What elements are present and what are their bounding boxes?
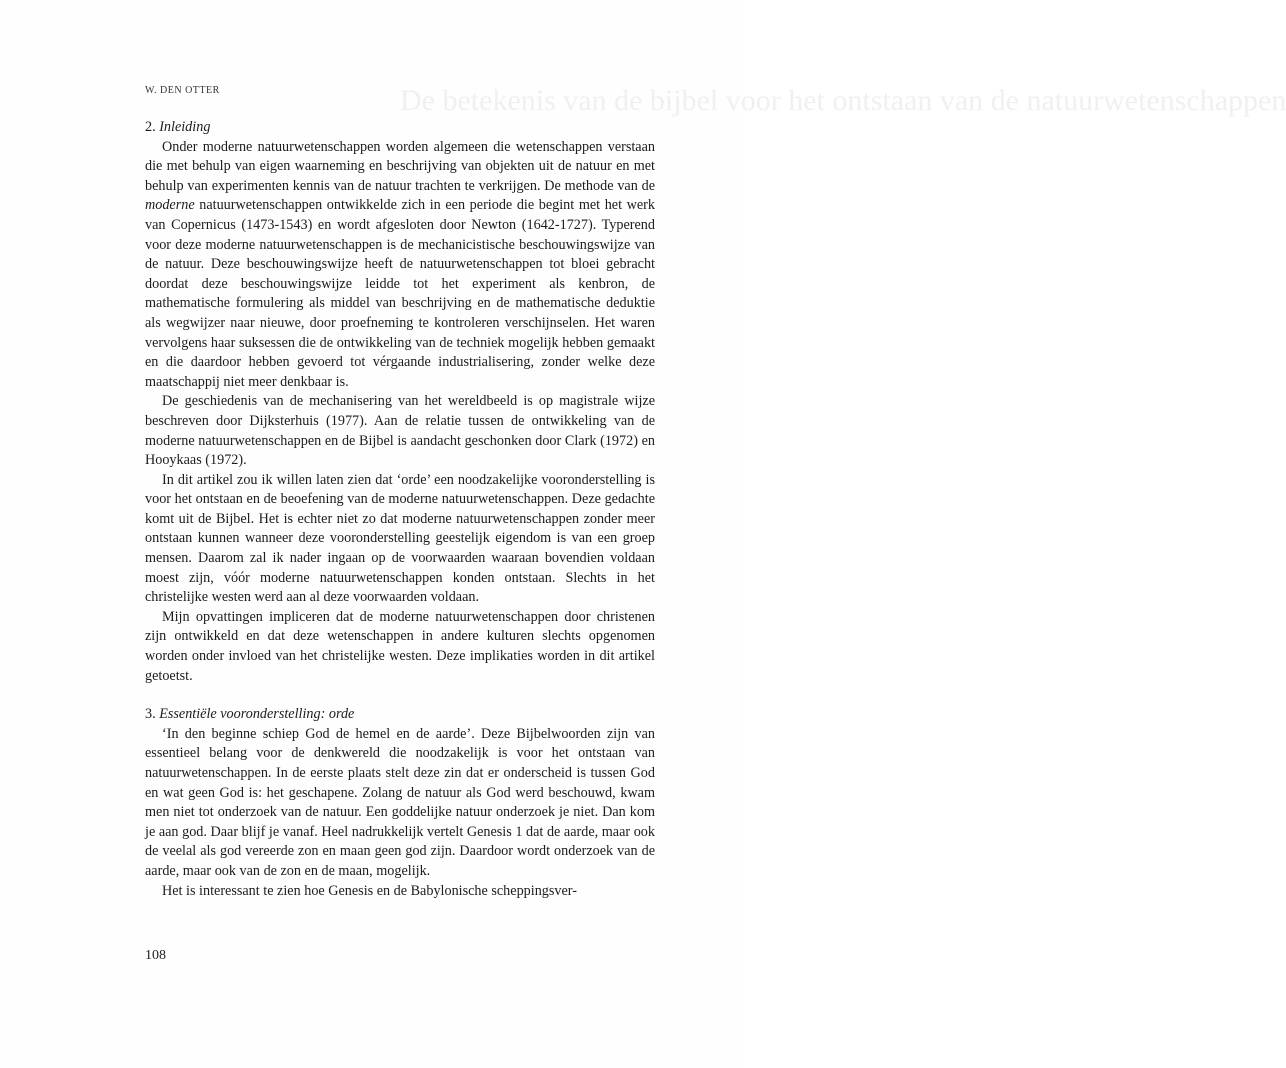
show-through-text: De betekenis van de bijbel voor het ontstaan van de natuurwetenschappen	[400, 84, 1286, 117]
page-number: 108	[145, 948, 166, 963]
section-title: Inleiding	[159, 119, 211, 135]
paragraph: Het is interessant te zien hoe Genesis en de Babylonische scheppingsver-	[162, 882, 577, 899]
section-heading-inleiding	[145, 118, 655, 138]
paragraph	[145, 138, 655, 393]
paragraph-text: Onder moderne natuurwetenschappen worden algemeen die wetenschappen verstaan die met behulp van eigen waarneming en beschrijving van objekten uit de natuur en met behulp van experimenten kennis van de natuur trachten te verkrijgen. De methode van de	[145, 138, 655, 194]
paragraph-text: natuurwetenschappen ontwikkelde zich in een periode die begint met het werk van Copernicus (1473-1543) en wordt afgesloten door Newton (1642-1727). Typerend voor deze moderne natuurwetenschappen is de mechanicistische beschouwingswijze van de natuur. Deze beschouwingswijze heeft de natuurwetenschappen tot bloei gebracht doordat deze beschouwingswijze leidde tot het experiment als kenbron, de mathematische formulering als middel van beschrijving en de mathematische deduktie als wegwijzer naar nieuwe, door proefneming te kontroleren verschijnselen. Het waren vervolgens haar suksessen die de ontwikkeling van de techniek mogelijk hebben gemaakt en die daardoor hebben gevoerd tot vérgaande industrialisering, zonder welke deze maatschappij niet meer denkbaar is.	[145, 197, 655, 390]
section-heading-orde	[145, 705, 655, 725]
emphasis-text: moderne	[145, 197, 195, 214]
paragraph: Mijn opvattingen impliceren dat de moderne natuurwetenschappen door christenen zijn ontwikkeld en dat deze wetenschappen in andere kulturen slechts opgenomen worden onder invloed van het christelijke westen. Deze implikaties worden in dit artikel getoetst.	[145, 608, 655, 684]
running-head: W. DEN OTTER	[145, 85, 220, 96]
paragraph: ‘In den beginne schiep God de hemel en de aarde’. Deze Bijbelwoorden zijn van essentieel belang voor de denkwereld die noodzakelijk is voor het ontstaan van natuurwetenschappen. In de eerste plaats stelt deze zin dat er onderscheid is tussen God en wat geen God is: het geschapene. Zolang de natuur als God werd beschouwd, kwam men niet tot onderzoek van de natuur. Een goddelijke natuur onderzoek je niet. Dan kom je aan god. Daar blijf je vanaf. Heel nadrukkelijk vertelt Genesis 1 dat de aarde, maar ook de veelal als god vereerde zon en maan geen god zijn. Daardoor wordt onderzoek van de aarde, maar ook van de zon en de maan, mogelijk.	[145, 725, 655, 879]
paragraph: De geschiedenis van de mechanisering van het wereldbeeld is op magistrale wijze beschreven door Dijksterhuis (1977). Aan de relatie tussen de ontwikkeling van de moderne natuurwetenschappen en de Bijbel is aandacht geschonken door Clark (1972) en Hooykaas (1972).	[145, 393, 655, 469]
section-number: 2.	[145, 119, 156, 135]
section-title: Essentiële vooronderstelling: orde	[159, 706, 355, 723]
paragraph: In dit artikel zou ik willen laten zien dat ‘orde’ een noodzakelijke vooronderstelling is voor het ontstaan en de beoefening van de moderne natuurwetenschappen. Deze gedachte komt uit de Bijbel. Het is echter niet zo dat moderne natuurwetenschappen zonder meer ontstaan kunnen wanneer deze vooronderstelling geestelijk eigendom is van een groep mensen. Daarom zal ik nader ingaan op de voorwaarden waaraan bovendien voldaan moest zijn, vóór moderne natuurwetenschappen konden ontstaan. Slechts in het christelijke westen werd aan al deze voorwaarden voldaan.	[145, 471, 655, 606]
section-number: 3.	[145, 706, 156, 723]
article-body	[145, 118, 655, 901]
